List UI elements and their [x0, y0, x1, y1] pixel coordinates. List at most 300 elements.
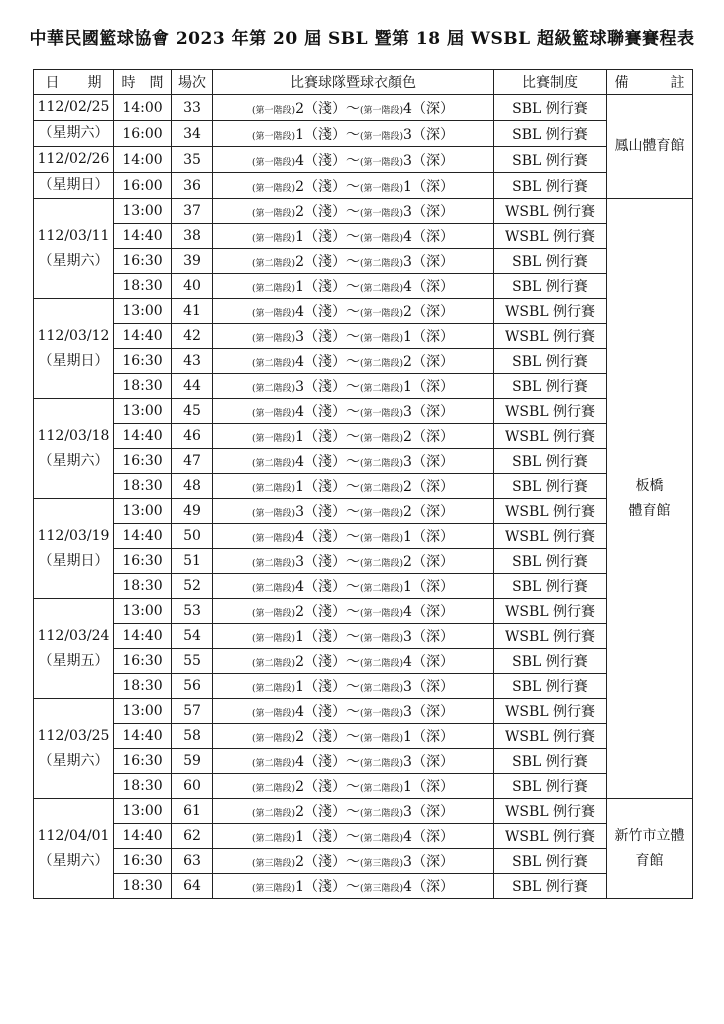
- matchup-cell: [213, 724, 494, 749]
- date-cell: [34, 399, 114, 499]
- game-number-cell: 40: [172, 274, 213, 299]
- game-number-cell: 50: [172, 524, 213, 549]
- team-b: 2（深）: [403, 504, 454, 520]
- team-b: 3（深）: [403, 629, 454, 645]
- game-number-cell: 47: [172, 449, 213, 474]
- competition-type-cell: SBL 例行賽: [494, 574, 607, 599]
- team-b: 3（深）: [403, 404, 454, 420]
- competition-type-cell: WSBL 例行賽: [494, 524, 607, 549]
- competition-type-cell: WSBL 例行賽: [494, 624, 607, 649]
- table-row: [34, 424, 693, 449]
- team-b: 1（深）: [403, 779, 454, 795]
- matchup-cell: [213, 574, 494, 599]
- team-a: 1（淺）～: [295, 479, 360, 495]
- game-number-cell: 37: [172, 199, 213, 224]
- team-b: 2（深）: [403, 304, 454, 320]
- table-row: [34, 874, 693, 899]
- game-number-cell: 59: [172, 749, 213, 774]
- stage-label-a: (第二階段): [252, 584, 296, 594]
- matchup-cell: [213, 474, 494, 499]
- team-a: 3（淺）～: [295, 379, 360, 395]
- game-number-cell: 63: [172, 849, 213, 874]
- time-cell: 16:30: [114, 449, 172, 474]
- competition-type-cell: SBL 例行賽: [494, 674, 607, 699]
- stage-label-a: (第一階段): [252, 234, 296, 244]
- schedule-body: [34, 95, 693, 899]
- stage-label-a: (第二階段): [252, 659, 296, 669]
- venue-cell: 板橋 體育館: [607, 199, 693, 799]
- competition-type-cell: SBL 例行賽: [494, 121, 607, 147]
- header-row: [34, 70, 693, 95]
- weekday-text: （星期日）: [38, 352, 109, 369]
- time-cell: 13:00: [114, 399, 172, 424]
- table-row: [34, 121, 693, 147]
- team-a: 4（淺）～: [295, 579, 360, 595]
- matchup-cell: [213, 674, 494, 699]
- table-row: [34, 799, 693, 824]
- date-text: 112/03/18: [37, 427, 110, 444]
- stage-label-a: (第一階段): [252, 609, 296, 619]
- stage-label-b: (第一階段): [360, 105, 404, 116]
- stage-label-b: (第一階段): [360, 209, 404, 219]
- team-b: 3（深）: [403, 754, 454, 770]
- team-a: 4（淺）～: [295, 152, 360, 169]
- game-number-cell: 45: [172, 399, 213, 424]
- time-cell: 14:40: [114, 524, 172, 549]
- matchup-cell: [213, 824, 494, 849]
- header-competition-type: 比賽制度: [494, 70, 607, 95]
- stage-label-b: (第一階段): [360, 409, 404, 419]
- stage-label-a: (第一階段): [252, 309, 296, 319]
- date-text: 112/03/12: [37, 327, 110, 344]
- time-cell: 18:30: [114, 474, 172, 499]
- team-a: 3（淺）～: [295, 554, 360, 570]
- team-a: 4（淺）～: [295, 304, 360, 320]
- time-cell: 13:00: [114, 499, 172, 524]
- game-number-cell: 54: [172, 624, 213, 649]
- matchup-cell: [213, 224, 494, 249]
- game-number-cell: 52: [172, 574, 213, 599]
- competition-type-cell: SBL 例行賽: [494, 774, 607, 799]
- game-number-cell: 39: [172, 249, 213, 274]
- weekday-text: （星期日）: [38, 552, 109, 569]
- team-b: 4（深）: [403, 829, 454, 845]
- team-a: 2（淺）～: [295, 654, 360, 670]
- matchup-cell: [213, 599, 494, 624]
- competition-type-cell: SBL 例行賽: [494, 374, 607, 399]
- competition-type-cell: SBL 例行賽: [494, 173, 607, 199]
- stage-label-a: (第一階段): [252, 434, 296, 444]
- time-cell: 13:00: [114, 599, 172, 624]
- stage-label-b: (第一階段): [360, 234, 404, 244]
- time-cell: 14:40: [114, 224, 172, 249]
- matchup-cell: [213, 499, 494, 524]
- stage-label-b: (第二階段): [360, 834, 404, 844]
- time-cell: 14:40: [114, 324, 172, 349]
- table-row: [34, 173, 693, 199]
- time-cell: 18:30: [114, 674, 172, 699]
- game-number-cell: 48: [172, 474, 213, 499]
- team-b: 3（深）: [403, 679, 454, 695]
- team-b: 4（深）: [403, 879, 454, 895]
- time-cell: 13:00: [114, 699, 172, 724]
- matchup-cell: [213, 524, 494, 549]
- team-a: 2（淺）～: [295, 100, 360, 117]
- stage-label-b: (第二階段): [360, 384, 404, 394]
- competition-type-cell: WSBL 例行賽: [494, 599, 607, 624]
- table-row: [34, 649, 693, 674]
- time-cell: 13:00: [114, 299, 172, 324]
- game-number-cell: 60: [172, 774, 213, 799]
- stage-label-b: (第二階段): [360, 484, 404, 494]
- matchup-cell: [213, 449, 494, 474]
- table-row: [34, 774, 693, 799]
- date-text: 112/03/25: [37, 727, 110, 744]
- competition-type-cell: WSBL 例行賽: [494, 324, 607, 349]
- matchup-cell: [213, 374, 494, 399]
- team-b: 3（深）: [403, 126, 454, 143]
- stage-label-a: (第二階段): [252, 359, 296, 369]
- stage-label-a: (第一階段): [252, 183, 296, 194]
- page-title: 中華民國籃球協會 2023 年第 20 屆 SBL 暨第 18 屆 WSBL 超級籃球聯賽賽程表: [29, 29, 695, 49]
- stage-label-a: (第一階段): [252, 709, 296, 719]
- competition-type-cell: WSBL 例行賽: [494, 499, 607, 524]
- competition-type-cell: SBL 例行賽: [494, 474, 607, 499]
- stage-label-b: (第一階段): [360, 434, 404, 444]
- table-row: [34, 274, 693, 299]
- game-number-cell: 42: [172, 324, 213, 349]
- team-a: 1（淺）～: [295, 429, 360, 445]
- game-number-cell: 35: [172, 147, 213, 173]
- game-number-cell: 41: [172, 299, 213, 324]
- game-number-cell: 38: [172, 224, 213, 249]
- time-cell: 18:30: [114, 774, 172, 799]
- stage-label-b: (第二階段): [360, 659, 404, 669]
- team-a: 2（淺）～: [295, 729, 360, 745]
- venue-cell: 鳳山體育館: [607, 95, 693, 199]
- matchup-cell: [213, 874, 494, 899]
- table-row: [34, 95, 693, 121]
- team-a: 3（淺）～: [295, 504, 360, 520]
- stage-label-a: (第二階段): [252, 559, 296, 569]
- weekday-text: （星期六）: [38, 125, 109, 141]
- time-cell: 14:00: [114, 95, 172, 121]
- game-number-cell: 58: [172, 724, 213, 749]
- matchup-cell: [213, 324, 494, 349]
- team-b: 2（深）: [403, 354, 454, 370]
- date-cell: [34, 499, 114, 599]
- stage-label-a: (第一階段): [252, 334, 296, 344]
- weekday-text: （星期六）: [38, 452, 109, 469]
- stage-label-a: (第一階段): [252, 634, 296, 644]
- table-row: [34, 699, 693, 724]
- game-number-cell: 49: [172, 499, 213, 524]
- matchup-cell: [213, 624, 494, 649]
- competition-type-cell: SBL 例行賽: [494, 874, 607, 899]
- time-cell: 16:30: [114, 749, 172, 774]
- stage-label-a: (第二階段): [252, 284, 296, 294]
- stage-label-b: (第一階段): [360, 309, 404, 319]
- team-b: 1（深）: [403, 379, 454, 395]
- competition-type-cell: SBL 例行賽: [494, 349, 607, 374]
- weekday-text: （星期六）: [38, 852, 109, 869]
- date-text: 112/03/11: [37, 227, 110, 244]
- team-a: 2（淺）～: [295, 854, 360, 870]
- team-a: 2（淺）～: [295, 604, 360, 620]
- competition-type-cell: SBL 例行賽: [494, 849, 607, 874]
- team-a: 4（淺）～: [295, 404, 360, 420]
- matchup-cell: [213, 699, 494, 724]
- matchup-cell: [213, 199, 494, 224]
- time-cell: 14:40: [114, 824, 172, 849]
- matchup-cell: [213, 799, 494, 824]
- competition-type-cell: SBL 例行賽: [494, 749, 607, 774]
- table-row: [34, 549, 693, 574]
- matchup-cell: [213, 399, 494, 424]
- competition-type-cell: SBL 例行賽: [494, 649, 607, 674]
- competition-type-cell: SBL 例行賽: [494, 549, 607, 574]
- competition-type-cell: WSBL 例行賽: [494, 299, 607, 324]
- time-cell: 18:30: [114, 574, 172, 599]
- stage-label-b: (第一階段): [360, 709, 404, 719]
- table-row: [34, 599, 693, 624]
- team-b: 2（深）: [403, 554, 454, 570]
- team-b: 1（深）: [403, 579, 454, 595]
- date-cell: [34, 121, 114, 147]
- stage-label-b: (第一階段): [360, 334, 404, 344]
- table-row: [34, 824, 693, 849]
- stage-label-b: (第二階段): [360, 759, 404, 769]
- stage-label-b: (第二階段): [360, 459, 404, 469]
- table-row: [34, 374, 693, 399]
- stage-label-a: (第二階段): [252, 259, 296, 269]
- time-cell: 13:00: [114, 799, 172, 824]
- time-cell: 16:30: [114, 849, 172, 874]
- time-cell: 16:00: [114, 173, 172, 199]
- header-time: 時 間: [114, 70, 172, 95]
- team-b: 3（深）: [403, 254, 454, 270]
- time-cell: 18:30: [114, 274, 172, 299]
- game-number-cell: 62: [172, 824, 213, 849]
- stage-label-a: (第一階段): [252, 509, 296, 519]
- stage-label-b: (第一階段): [360, 609, 404, 619]
- header-remarks: 備 註: [607, 70, 693, 95]
- game-number-cell: 61: [172, 799, 213, 824]
- stage-label-b: (第一階段): [360, 509, 404, 519]
- team-a: 1（淺）～: [295, 229, 360, 245]
- table-row: [34, 449, 693, 474]
- time-cell: 16:30: [114, 249, 172, 274]
- team-b: 4（深）: [403, 229, 454, 245]
- team-b: 4（深）: [403, 604, 454, 620]
- game-number-cell: 64: [172, 874, 213, 899]
- stage-label-a: (第一階段): [252, 734, 296, 744]
- stage-label-b: (第一階段): [360, 131, 404, 142]
- stage-label-b: (第一階段): [360, 183, 404, 194]
- matchup-cell: [213, 147, 494, 173]
- team-a: 1（淺）～: [295, 279, 360, 295]
- competition-type-cell: WSBL 例行賽: [494, 199, 607, 224]
- header-game-number: 場次: [172, 70, 213, 95]
- team-a: 4（淺）～: [295, 754, 360, 770]
- table-row: [34, 624, 693, 649]
- team-a: 2（淺）～: [295, 204, 360, 220]
- team-b: 3（深）: [403, 854, 454, 870]
- stage-label-a: (第二階段): [252, 484, 296, 494]
- stage-label-b: (第二階段): [360, 784, 404, 794]
- date-text: 112/04/01: [37, 827, 110, 844]
- team-b: 4（深）: [403, 100, 454, 117]
- stage-label-b: (第二階段): [360, 359, 404, 369]
- schedule-table: [33, 69, 693, 899]
- competition-type-cell: WSBL 例行賽: [494, 824, 607, 849]
- team-a: 2（淺）～: [295, 804, 360, 820]
- time-cell: 14:40: [114, 624, 172, 649]
- time-cell: 14:00: [114, 147, 172, 173]
- team-a: 1（淺）～: [295, 126, 360, 143]
- time-cell: 14:40: [114, 724, 172, 749]
- team-b: 3（深）: [403, 704, 454, 720]
- stage-label-a: (第一階段): [252, 409, 296, 419]
- stage-label-a: (第二階段): [252, 459, 296, 469]
- matchup-cell: [213, 774, 494, 799]
- header-date: 日 期: [34, 70, 114, 95]
- date-cell: [34, 199, 114, 299]
- matchup-cell: [213, 549, 494, 574]
- team-a: 3（淺）～: [295, 329, 360, 345]
- table-row: [34, 524, 693, 549]
- table-row: [34, 849, 693, 874]
- competition-type-cell: WSBL 例行賽: [494, 724, 607, 749]
- team-b: 3（深）: [403, 152, 454, 169]
- date-text: 112/03/24: [37, 627, 110, 644]
- stage-label-b: (第一階段): [360, 534, 404, 544]
- game-number-cell: 56: [172, 674, 213, 699]
- time-cell: 18:30: [114, 874, 172, 899]
- date-cell: [34, 95, 114, 121]
- team-a: 2（淺）～: [295, 254, 360, 270]
- competition-type-cell: SBL 例行賽: [494, 274, 607, 299]
- matchup-cell: [213, 121, 494, 147]
- time-cell: 14:40: [114, 424, 172, 449]
- table-row: [34, 724, 693, 749]
- game-number-cell: 46: [172, 424, 213, 449]
- table-row: [34, 224, 693, 249]
- game-number-cell: 51: [172, 549, 213, 574]
- stage-label-a: (第一階段): [252, 157, 296, 168]
- table-row: [34, 674, 693, 699]
- stage-label-b: (第三階段): [360, 884, 404, 894]
- table-row: [34, 574, 693, 599]
- date-cell: [34, 699, 114, 799]
- time-cell: 16:00: [114, 121, 172, 147]
- stage-label-b: (第二階段): [360, 684, 404, 694]
- stage-label-a: (第二階段): [252, 384, 296, 394]
- table-row: [34, 324, 693, 349]
- time-cell: 18:30: [114, 374, 172, 399]
- competition-type-cell: SBL 例行賽: [494, 95, 607, 121]
- stage-label-b: (第三階段): [360, 859, 404, 869]
- stage-label-a: (第三階段): [252, 884, 296, 894]
- team-b: 1（深）: [403, 729, 454, 745]
- stage-label-b: (第一階段): [360, 734, 404, 744]
- team-a: 2（淺）～: [295, 178, 360, 195]
- stage-label-a: (第三階段): [252, 859, 296, 869]
- table-row: [34, 474, 693, 499]
- date-text: 112/03/19: [37, 527, 110, 544]
- team-b: 1（深）: [403, 178, 454, 195]
- weekday-text: （星期六）: [38, 252, 109, 269]
- weekday-text: （星期日）: [38, 177, 109, 193]
- game-number-cell: 53: [172, 599, 213, 624]
- table-row: [34, 249, 693, 274]
- matchup-cell: [213, 274, 494, 299]
- stage-label-a: (第二階段): [252, 759, 296, 769]
- table-row: [34, 299, 693, 324]
- date-cell: [34, 299, 114, 399]
- stage-label-a: (第二階段): [252, 784, 296, 794]
- competition-type-cell: SBL 例行賽: [494, 147, 607, 173]
- team-a: 4（淺）～: [295, 529, 360, 545]
- game-number-cell: 57: [172, 699, 213, 724]
- team-a: 4（淺）～: [295, 704, 360, 720]
- team-a: 1（淺）～: [295, 879, 360, 895]
- matchup-cell: [213, 749, 494, 774]
- team-b: 2（深）: [403, 479, 454, 495]
- game-number-cell: 44: [172, 374, 213, 399]
- team-b: 4（深）: [403, 654, 454, 670]
- competition-type-cell: WSBL 例行賽: [494, 224, 607, 249]
- matchup-cell: [213, 649, 494, 674]
- competition-type-cell: WSBL 例行賽: [494, 424, 607, 449]
- competition-type-cell: WSBL 例行賽: [494, 399, 607, 424]
- competition-type-cell: WSBL 例行賽: [494, 699, 607, 724]
- matchup-cell: [213, 849, 494, 874]
- date-cell: [34, 173, 114, 199]
- game-number-cell: 34: [172, 121, 213, 147]
- stage-label-a: (第二階段): [252, 809, 296, 819]
- stage-label-b: (第二階段): [360, 584, 404, 594]
- table-row: [34, 147, 693, 173]
- stage-label-b: (第二階段): [360, 284, 404, 294]
- team-b: 2（深）: [403, 429, 454, 445]
- stage-label-a: (第二階段): [252, 834, 296, 844]
- weekday-text: （星期六）: [38, 752, 109, 769]
- game-number-cell: 43: [172, 349, 213, 374]
- date-cell: [34, 147, 114, 173]
- matchup-cell: [213, 173, 494, 199]
- matchup-cell: [213, 95, 494, 121]
- header-matchup: 比賽球隊暨球衣顏色: [213, 70, 494, 95]
- time-cell: 16:30: [114, 549, 172, 574]
- team-b: 3（深）: [403, 204, 454, 220]
- date-text: 112/02/25: [37, 99, 110, 115]
- competition-type-cell: SBL 例行賽: [494, 449, 607, 474]
- table-row: [34, 749, 693, 774]
- matchup-cell: [213, 424, 494, 449]
- time-cell: 13:00: [114, 199, 172, 224]
- game-number-cell: 36: [172, 173, 213, 199]
- team-b: 4（深）: [403, 279, 454, 295]
- team-b: 1（深）: [403, 529, 454, 545]
- time-cell: 16:30: [114, 349, 172, 374]
- stage-label-b: (第二階段): [360, 559, 404, 569]
- stage-label-b: (第二階段): [360, 809, 404, 819]
- team-b: 3（深）: [403, 454, 454, 470]
- team-b: 3（深）: [403, 804, 454, 820]
- table-row: [34, 199, 693, 224]
- stage-label-a: (第二階段): [252, 684, 296, 694]
